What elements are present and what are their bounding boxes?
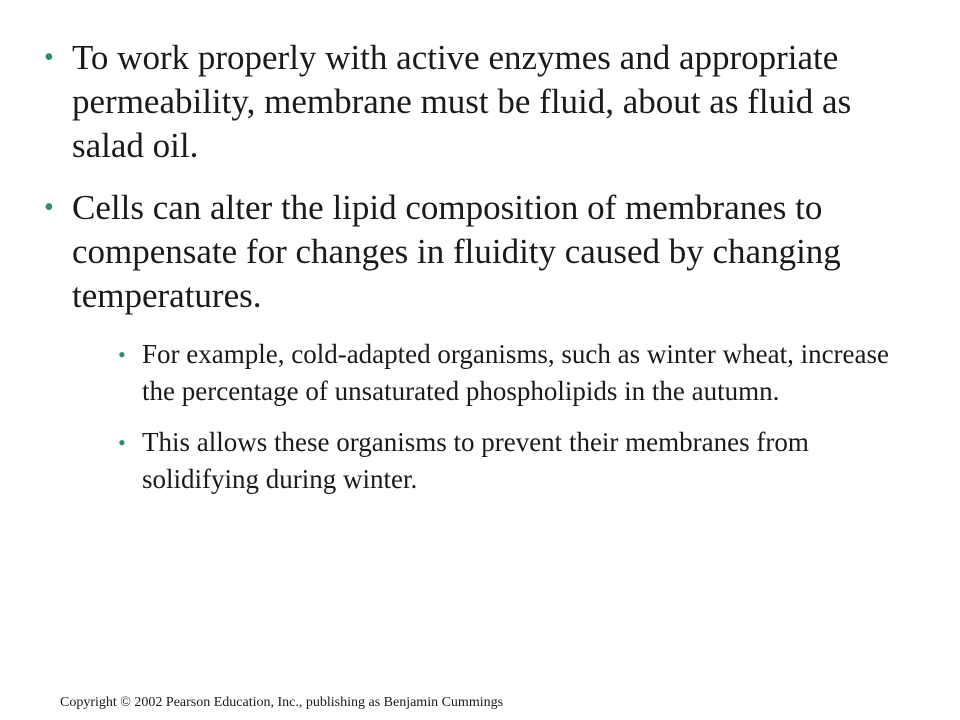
bullet-marker-icon: • — [44, 42, 54, 73]
bullet-list — [44, 36, 924, 512]
sub-bullet-text: For example, cold-adapted organisms, such as winter wheat, increase the percentage of unsaturated phospholipids in the autumn. — [142, 339, 890, 406]
bullet-fluidity — [44, 36, 924, 168]
sub-bullet-winter-wheat — [118, 336, 924, 410]
bullet-lipid-composition — [44, 186, 924, 318]
sub-bullet-prevent-solidifying — [118, 424, 924, 498]
sub-bullet-marker-icon: • — [118, 430, 126, 455]
copyright-footer: Copyright © 2002 Pearson Education, Inc., publishing as Benjamin Cummings — [60, 695, 504, 710]
bullet-text: Cells can alter the lipid composition of membranes to compensate for changes in fluidity caused by changing temperatures. — [72, 188, 841, 315]
bullet-marker-icon: • — [44, 192, 54, 223]
sub-bullet-marker-icon: • — [118, 342, 126, 367]
bullet-text: To work properly with active enzymes and appropriate permeability, membrane must be fluid, about as fluid as salad oil. — [72, 38, 852, 165]
sub-bullet-text: This allows these organisms to prevent their membranes from solidifying during winter. — [142, 427, 809, 494]
